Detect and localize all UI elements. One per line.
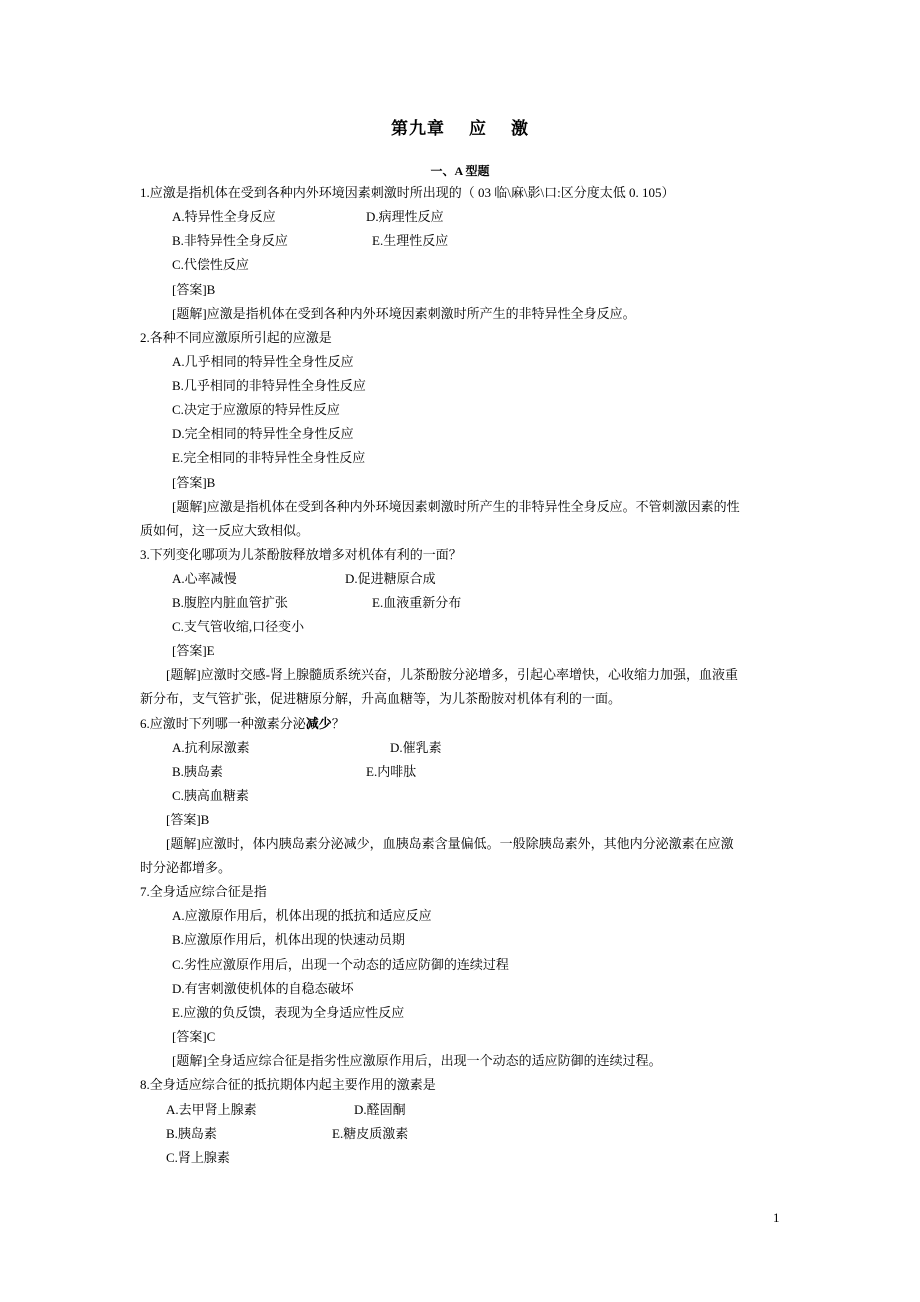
- section-heading: 一、A 型题: [430, 164, 490, 178]
- option: E.血液重新分布: [372, 595, 462, 610]
- option: B.几乎相同的非特异性全身性反应: [172, 378, 366, 393]
- option: E.内啡肽: [366, 764, 417, 779]
- option: B.应激原作用后，机体出现的快速动员期: [172, 932, 405, 947]
- option: A.抗利尿激素: [172, 740, 250, 755]
- option: D.完全相同的特异性全身性反应: [172, 426, 354, 441]
- question-stem: [140, 716, 345, 732]
- title-word: 应: [469, 119, 487, 138]
- title-word: 激: [511, 119, 529, 138]
- option: E.完全相同的非特异性全身性反应: [172, 450, 366, 465]
- option: C.决定于应激原的特异性反应: [172, 402, 340, 417]
- option: B.非特异性全身反应: [172, 233, 288, 248]
- option: C.肾上腺素: [166, 1150, 230, 1165]
- option: A.特异性全身反应: [172, 209, 276, 224]
- explanation: 新分布，支气管扩张，促进糖原分解，升高血糖等，为儿茶酚胺对机体有利的一面。: [140, 691, 622, 706]
- option: D.醛固酮: [354, 1102, 406, 1117]
- answer: [答案]E: [172, 643, 215, 658]
- option: D.病理性反应: [366, 209, 444, 224]
- option: B.胰岛素: [172, 764, 223, 779]
- option: D.有害刺激使机体的自稳态破坏: [172, 981, 354, 996]
- explanation: [题解]应激时交感-肾上腺髓质系统兴奋，儿茶酚胺分泌增多，引起心率增快，心收缩力加强，血液重: [166, 667, 738, 682]
- option: C.代偿性反应: [172, 257, 249, 272]
- option: C.劣性应激原作用后，出现一个动态的适应防御的连续过程: [172, 957, 509, 972]
- option: D.催乳素: [390, 740, 442, 755]
- option: E.糖皮质激素: [332, 1126, 409, 1141]
- option: D.促进糖原合成: [345, 571, 436, 586]
- chapter-label: 第九章: [391, 119, 445, 138]
- explanation: 质如何，这一反应大致相似。: [140, 523, 310, 538]
- question-stem: 3.下列变化哪项为儿茶酚胺释放增多对机体有利的一面？: [140, 547, 462, 562]
- question-stem: 7.全身适应综合征是指: [140, 884, 267, 899]
- explanation: 时分泌都增多。: [140, 860, 232, 875]
- stem-emphasis: 减少: [305, 716, 332, 731]
- stem-text: ？: [331, 716, 345, 731]
- option: E.应激的负反馈，表现为全身适应性反应: [172, 1005, 405, 1020]
- option: A.心率减慢: [172, 571, 237, 586]
- option: B.胰岛素: [166, 1126, 217, 1141]
- question-stem: 1.应激是指机体在受到各种内外环境因素刺激时所出现的（ 03 临\麻\影\口:区分度太低 0. 105）: [140, 185, 675, 200]
- question-stem: 2.各种不同应激原所引起的应激是: [140, 330, 332, 345]
- option: C.支气管收缩,口径变小: [172, 619, 305, 634]
- answer: [答案]B: [172, 475, 216, 490]
- explanation: [题解]应激是指机体在受到各种内外环境因素刺激时所产生的非特异性全身反应。: [172, 306, 636, 321]
- explanation: [题解]应激时，体内胰岛素分泌减少，血胰岛素含量偏低。一般除胰岛素外，其他内分泌激素在应激: [166, 836, 734, 851]
- option: A.去甲肾上腺素: [166, 1102, 257, 1117]
- explanation: [题解]应激是指机体在受到各种内外环境因素刺激时所产生的非特异性全身反应。不管刺激因素的性: [172, 499, 740, 514]
- chapter-title: [0, 114, 920, 139]
- option: E.生理性反应: [372, 233, 449, 248]
- question-stem: 8.全身适应综合征的抵抗期体内起主要作用的激素是: [140, 1077, 436, 1092]
- stem-text: 6.应激时下列哪一种激素分泌: [140, 716, 306, 731]
- option: A.应激原作用后，机体出现的抵抗和适应反应: [172, 908, 432, 923]
- option: A.几乎相同的特异性全身性反应: [172, 354, 354, 369]
- option: C.胰高血糖素: [172, 788, 249, 803]
- page-number: 1: [773, 1210, 780, 1225]
- explanation: [题解]全身适应综合征是指劣性应激原作用后，出现一个动态的适应防御的连续过程。: [172, 1053, 662, 1068]
- answer: [答案]B: [172, 282, 216, 297]
- answer: [答案]C: [172, 1029, 216, 1044]
- option: B.腹腔内脏血管扩张: [172, 595, 288, 610]
- answer: [答案]B: [166, 812, 210, 827]
